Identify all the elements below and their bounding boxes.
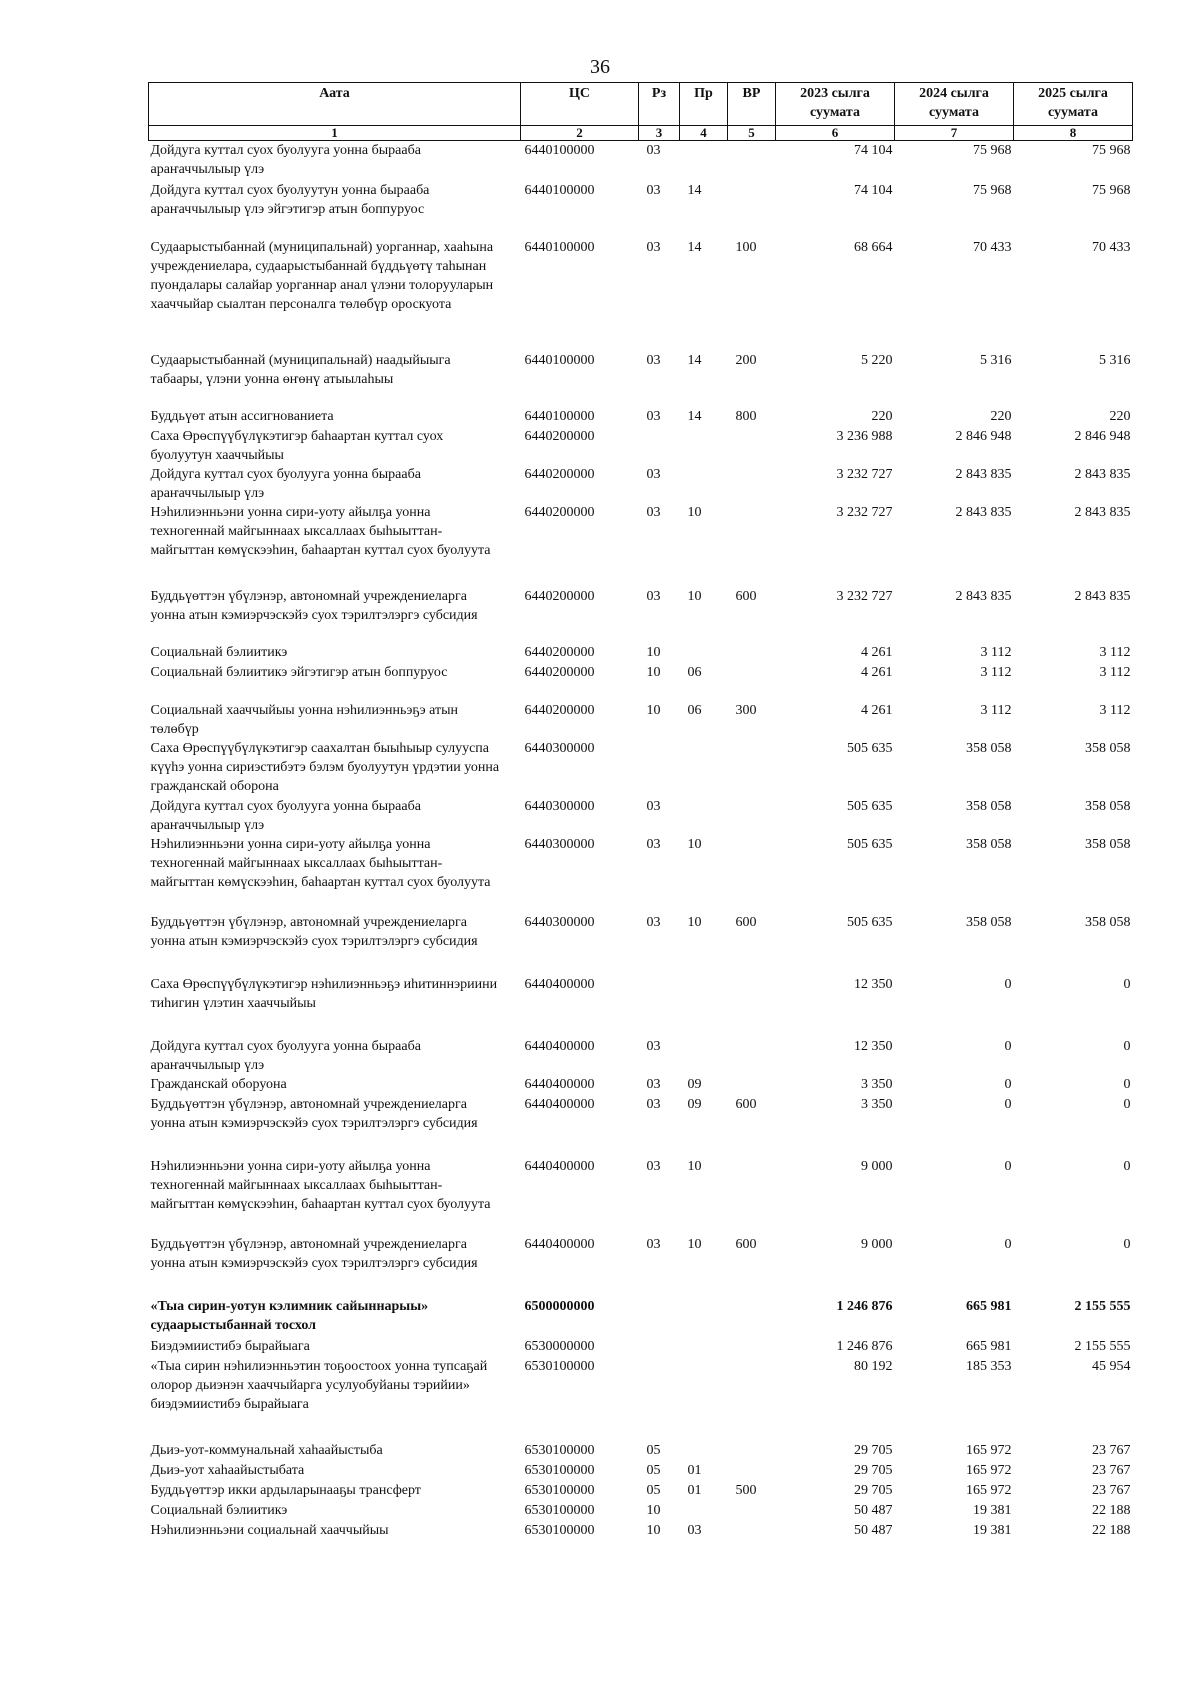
cell-cs: 6440200000 (524, 428, 595, 444)
cell-2023: 12 350 (854, 1038, 893, 1054)
cell-2025: 45 954 (1092, 1358, 1131, 1374)
cell-pr (680, 1441, 728, 1461)
cell-2023: 505 635 (847, 914, 893, 930)
cell-rz: 03 (646, 836, 661, 852)
cell-2024: 70 433 (973, 239, 1012, 255)
cell-rz: 03 (646, 798, 661, 814)
cell-rz (639, 1297, 680, 1337)
cell-pr: 14 (687, 408, 702, 424)
cell-2024: 220 (990, 408, 1012, 424)
cell-2023: 68 664 (854, 239, 893, 255)
cell-pr: 10 (687, 504, 702, 520)
cell-2024: 2 846 948 (955, 428, 1012, 444)
cell-vr: 300 (735, 702, 757, 718)
cell-2025: 2 155 555 (1074, 1338, 1131, 1354)
cell-2025: 358 058 (1085, 740, 1131, 756)
cell-vr (728, 1075, 776, 1095)
cell-cs: 6530100000 (524, 1442, 595, 1458)
table-row (149, 1481, 1133, 1501)
cell-2023: 5 220 (861, 352, 893, 368)
cell-vr (728, 975, 776, 1037)
cell-cs: 6440100000 (524, 408, 595, 424)
cell-cs: 6440100000 (524, 239, 595, 255)
cell-pr: 10 (687, 588, 702, 604)
cell-pr: 09 (687, 1096, 702, 1112)
cell-2025: 0 (1123, 1038, 1131, 1054)
cell-vr: 600 (735, 1236, 757, 1252)
cell-rz: 03 (646, 588, 661, 604)
cell-rz: 05 (646, 1462, 661, 1478)
table-row (149, 1461, 1133, 1481)
cell-vr (728, 797, 776, 835)
cell-2024: 2 843 835 (955, 466, 1012, 482)
cell-vr (728, 1297, 776, 1337)
cell-cs: 6530000000 (524, 1338, 595, 1354)
table-row (149, 465, 1133, 503)
cell-2023: 74 104 (854, 182, 893, 198)
table-row (149, 407, 1133, 427)
cell-rz (639, 739, 680, 797)
cell-vr (728, 1501, 776, 1521)
cell-cs: 6530100000 (524, 1482, 595, 1498)
cell-2024: 3 112 (980, 702, 1012, 718)
cell-2025: 22 188 (1092, 1522, 1131, 1538)
cell-vr (728, 181, 776, 238)
table-row (149, 1037, 1133, 1075)
cell-name: Социальнай хааччыйыы уонна нэһилиэнньэҕэ атын төлөбүр (150, 702, 459, 737)
table-row (149, 1521, 1133, 1541)
cell-rz (639, 975, 680, 1037)
cell-cs: 6530100000 (524, 1502, 595, 1518)
cell-2023: 80 192 (854, 1358, 893, 1374)
cell-pr (680, 975, 728, 1037)
cell-2024: 19 381 (973, 1502, 1012, 1518)
cell-pr (680, 1297, 728, 1337)
cell-2023: 505 635 (847, 798, 893, 814)
cell-2024: 0 (1004, 1158, 1012, 1174)
col-header-2024: 2024 сылга суумата (895, 83, 1014, 126)
col-number-1: 1 (149, 126, 521, 141)
cell-2024: 358 058 (966, 798, 1012, 814)
col-header-name: Аата (149, 83, 521, 126)
cell-2025: 220 (1109, 408, 1131, 424)
cell-pr: 14 (687, 182, 702, 198)
cell-2025: 22 188 (1092, 1502, 1131, 1518)
cell-name: Буддьүөт атын ассигнованиета (150, 408, 334, 424)
cell-vr (728, 141, 776, 181)
cell-2023: 74 104 (854, 143, 893, 158)
cell-name: Биэдэмиистибэ бырайыага (150, 1338, 310, 1354)
cell-name: Судаарыстыбаннай (муниципальнай) уорганнар, хааһына учреждениелара, судаарыстыбаннай бүддьүөтү таһынан пуондалары салайар уорганнар анал үлэни толорууларын хааччыйар сыалтан персоналга төлөбүр ороскуота (150, 239, 494, 312)
cell-cs: 6440100000 (524, 182, 595, 198)
cell-2025: 2 843 835 (1074, 588, 1131, 604)
cell-rz: 03 (646, 466, 661, 482)
table-row (149, 643, 1133, 663)
cell-2025: 75 968 (1092, 143, 1131, 158)
cell-2025: 2 155 555 (1074, 1298, 1131, 1314)
cell-rz (639, 427, 680, 465)
cell-vr (728, 1357, 776, 1441)
cell-2025: 75 968 (1092, 182, 1131, 198)
table-row (149, 701, 1133, 739)
cell-rz: 03 (646, 1158, 661, 1174)
cell-2024: 75 968 (973, 182, 1012, 198)
cell-rz: 03 (646, 504, 661, 520)
cell-rz: 10 (646, 702, 661, 718)
cell-vr: 800 (735, 408, 757, 424)
cell-pr (680, 427, 728, 465)
cell-vr (728, 1037, 776, 1075)
cell-pr: 03 (687, 1522, 702, 1538)
cell-cs: 6440400000 (524, 1158, 595, 1174)
cell-2024: 165 972 (966, 1482, 1012, 1498)
cell-name: Судаарыстыбаннай (муниципальнай) наадыйыыга табаары, үлэни уонна өҥөнү атыылаһыы (150, 352, 451, 387)
cell-2025: 0 (1123, 1236, 1131, 1252)
cell-rz: 03 (646, 143, 661, 158)
header-row (149, 83, 1133, 126)
cell-cs: 6440400000 (524, 1236, 595, 1252)
table-row (149, 181, 1133, 238)
cell-pr (680, 465, 728, 503)
cell-cs: 6440300000 (524, 740, 595, 756)
cell-rz (639, 1357, 680, 1441)
col-number-2: 2 (521, 126, 639, 141)
cell-2025: 358 058 (1085, 798, 1131, 814)
cell-rz: 03 (646, 914, 661, 930)
table-row (149, 238, 1133, 351)
cell-cs: 6440400000 (524, 1038, 595, 1054)
cell-name: Нэһилиэнньэни уонна сири-уоту айылҕа уонна техногеннай майгыннаах ыксаллаах быһыыттан-майгыттан көмүскээһин, баһаартан куттал суох буолуута (150, 1158, 491, 1212)
cell-2024: 3 112 (980, 644, 1012, 660)
cell-2023: 4 261 (861, 702, 893, 718)
cell-pr: 10 (687, 1158, 702, 1174)
cell-2024: 665 981 (966, 1298, 1012, 1314)
cell-name: Дьиэ-уот-коммунальнай хаһаайыстыба (150, 1442, 383, 1458)
cell-2024: 2 843 835 (955, 588, 1012, 604)
cell-2024: 0 (1004, 1076, 1012, 1092)
table-row (149, 835, 1133, 913)
cell-cs: 6440100000 (524, 352, 595, 368)
cell-2023: 50 487 (854, 1522, 893, 1538)
cell-2024: 0 (1004, 1236, 1012, 1252)
cell-2025: 23 767 (1092, 1482, 1131, 1498)
table-row (149, 1501, 1133, 1521)
table-row (149, 141, 1133, 181)
cell-name: Социальнай бэлиитикэ эйгэтигэр атын боппуруос (150, 664, 448, 680)
col-number-4: 4 (680, 126, 728, 141)
cell-name: Буддьүөттэн үбүлэнэр, автономнай учреждениеларга уонна атын кэмиэрчэскэйэ суох тэрилтэлэргэ субсидия (150, 914, 478, 949)
cell-2024: 165 972 (966, 1442, 1012, 1458)
cell-vr (728, 465, 776, 503)
table-row (149, 427, 1133, 465)
cell-name: Дойдуга куттал суох буолууга уонна бырааба араҥаччылыыр үлэ (150, 798, 421, 833)
cell-cs: 6440200000 (524, 702, 595, 718)
cell-2023: 9 000 (861, 1158, 893, 1174)
cell-2024: 358 058 (966, 740, 1012, 756)
cell-rz: 03 (646, 1076, 661, 1092)
cell-2024: 75 968 (973, 143, 1012, 158)
cell-2025: 358 058 (1085, 836, 1131, 852)
table-row (149, 351, 1133, 407)
cell-rz: 10 (646, 1502, 661, 1518)
col-header-2023: 2023 сылга суумата (776, 83, 895, 126)
cell-cs: 6500000000 (524, 1298, 595, 1314)
cell-2025: 0 (1123, 1076, 1131, 1092)
col-header-pr: Пр (680, 83, 728, 126)
col-header-2025: 2025 сылга суумата (1014, 83, 1133, 126)
cell-2024: 665 981 (966, 1338, 1012, 1354)
cell-rz: 03 (646, 1236, 661, 1252)
cell-name: Нэһилиэнньэни социальнай хааччыйыы (150, 1522, 389, 1538)
cell-name: «Тыа сирин нэһилиэнньэтин тоҕоостоох уонна тупсаҕай олорор дьиэнэн хааччыйарга усулуобуйаны тэрийии» биэдэмиистибэ бырайыага (150, 1358, 488, 1412)
cell-2025: 3 112 (1099, 644, 1131, 660)
table-row (149, 1075, 1133, 1095)
cell-rz: 03 (646, 182, 661, 198)
col-number-7: 7 (895, 126, 1014, 141)
cell-rz: 10 (646, 644, 661, 660)
cell-vr (728, 643, 776, 663)
cell-2023: 1 246 876 (836, 1298, 893, 1314)
cell-2025: 0 (1123, 976, 1131, 992)
cell-pr: 10 (687, 1236, 702, 1252)
cell-name: Нэһилиэнньэни уонна сири-уоту айылҕа уонна техногеннай майгыннаах ыксаллаах быһыыттан-майгыттан көмүскээһин, баһаартан куттал суох буолуута (150, 836, 491, 890)
page-number: 36 (590, 56, 610, 78)
cell-name: Дойдуга куттал суох буолууга уонна бырааба араҥаччылыыр үлэ (150, 143, 421, 177)
cell-2024: 0 (1004, 1096, 1012, 1112)
cell-vr (728, 1521, 776, 1541)
cell-rz (639, 1337, 680, 1357)
cell-cs: 6440200000 (524, 588, 595, 604)
table-row (149, 797, 1133, 835)
cell-vr: 200 (735, 352, 757, 368)
col-header-rz: Рз (639, 83, 680, 126)
cell-vr (728, 835, 776, 913)
cell-name: Социальнай бэлиитикэ (150, 1502, 288, 1518)
cell-2024: 0 (1004, 976, 1012, 992)
cell-vr: 500 (735, 1482, 757, 1498)
cell-pr (680, 739, 728, 797)
cell-2023: 9 000 (861, 1236, 893, 1252)
table-row (149, 975, 1133, 1037)
cell-rz: 10 (646, 664, 661, 680)
cell-2024: 2 843 835 (955, 504, 1012, 520)
cell-2023: 3 236 988 (836, 428, 893, 444)
cell-name: Дьиэ-уот хаһаайыстыбата (150, 1462, 305, 1478)
cell-pr (680, 1357, 728, 1441)
cell-cs: 6440400000 (524, 1096, 595, 1112)
cell-pr: 09 (687, 1076, 702, 1092)
col-number-3: 3 (639, 126, 680, 141)
cell-cs: 6440400000 (524, 976, 595, 992)
table-row (149, 1157, 1133, 1235)
column-number-row (149, 126, 1133, 141)
cell-name: Саха Өрөспүүбүлүкэтигэр нэһилиэнньэҕэ иһитиннэриини тиһигин үлэтин хааччыйыы (150, 976, 498, 1011)
cell-2023: 29 705 (854, 1482, 893, 1498)
cell-2023: 29 705 (854, 1442, 893, 1458)
cell-vr: 600 (735, 588, 757, 604)
cell-cs: 6440200000 (524, 644, 595, 660)
cell-cs: 6440200000 (524, 504, 595, 520)
cell-rz: 03 (646, 352, 661, 368)
cell-pr (680, 141, 728, 181)
cell-2024: 5 316 (980, 352, 1012, 368)
cell-2023: 3 232 727 (836, 466, 893, 482)
cell-vr (728, 1157, 776, 1235)
budget-table (148, 82, 1133, 1541)
cell-2025: 23 767 (1092, 1442, 1131, 1458)
cell-name: Буддьүөттэн үбүлэнэр, автономнай учреждениеларга уонна атын кэмиэрчэскэйэ суох тэрилтэлэргэ субсидия (150, 1236, 478, 1271)
cell-2023: 3 232 727 (836, 504, 893, 520)
cell-name: Буддьүөттэр икки ардыларынааҕы трансферт (150, 1482, 421, 1498)
table-row (149, 1235, 1133, 1297)
table-row (149, 1297, 1133, 1337)
cell-cs: 6440200000 (524, 664, 595, 680)
cell-2025: 70 433 (1092, 239, 1131, 255)
cell-rz: 03 (646, 1096, 661, 1112)
cell-pr (680, 643, 728, 663)
cell-name: Дойдуга куттал суох буолууга уонна бырааба араҥаччылыыр үлэ (150, 466, 421, 501)
cell-2025: 23 767 (1092, 1462, 1131, 1478)
cell-2024: 358 058 (966, 836, 1012, 852)
cell-vr: 100 (735, 239, 757, 255)
cell-vr (728, 427, 776, 465)
cell-cs: 6440300000 (524, 798, 595, 814)
cell-rz: 03 (646, 1038, 661, 1054)
cell-2024: 0 (1004, 1038, 1012, 1054)
cell-name: Саха Өрөспүүбүлүкэтигэр саахалтан быыһыыр сулууспа күүһэ уонна сириэстибэтэ бэлэм буолуутун үрдэтии уонна гражданскай оборона (150, 740, 500, 794)
cell-name: «Тыа сирин-уотун кэлимник сайыннарыы» судаарыстыбаннай тосхол (150, 1298, 429, 1333)
cell-2025: 5 316 (1099, 352, 1131, 368)
table-row (149, 1441, 1133, 1461)
cell-pr: 10 (687, 914, 702, 930)
table-row (149, 913, 1133, 975)
cell-name: Дойдуга куттал суох буолууга уонна бырааба араҥаччылыыр үлэ (150, 1038, 421, 1073)
cell-2023: 4 261 (861, 644, 893, 660)
cell-name: Буддьүөттэн үбүлэнэр, автономнай учреждениеларга уонна атын кэмиэрчэскэйэ суох тэрилтэлэргэ субсидия (150, 1096, 478, 1131)
cell-cs: 6530100000 (524, 1462, 595, 1478)
cell-rz: 05 (646, 1482, 661, 1498)
cell-pr (680, 1337, 728, 1357)
cell-2023: 1 246 876 (836, 1338, 893, 1354)
col-number-8: 8 (1014, 126, 1133, 141)
cell-2023: 50 487 (854, 1502, 893, 1518)
cell-name: Гражданскай оборуона (150, 1076, 287, 1092)
cell-vr (728, 1461, 776, 1481)
cell-pr: 14 (687, 239, 702, 255)
cell-pr (680, 1037, 728, 1075)
cell-2025: 0 (1123, 1158, 1131, 1174)
cell-2023: 505 635 (847, 740, 893, 756)
cell-cs: 6440400000 (524, 1076, 595, 1092)
cell-vr: 600 (735, 1096, 757, 1112)
cell-2024: 185 353 (966, 1358, 1012, 1374)
cell-cs: 6440100000 (524, 143, 595, 158)
cell-2023: 3 350 (861, 1076, 893, 1092)
cell-rz: 10 (646, 1522, 661, 1538)
cell-2023: 29 705 (854, 1462, 893, 1478)
cell-vr (728, 1441, 776, 1461)
cell-pr: 06 (687, 664, 702, 680)
cell-2025: 3 112 (1099, 664, 1131, 680)
cell-2024: 3 112 (980, 664, 1012, 680)
cell-vr (728, 1337, 776, 1357)
cell-name: Саха Өрөспүүбүлүкэтигэр баһаартан куттал суох буолуутун хааччыйыы (150, 428, 444, 463)
col-number-6: 6 (776, 126, 895, 141)
cell-cs: 6440300000 (524, 914, 595, 930)
cell-rz: 03 (646, 239, 661, 255)
cell-pr: 14 (687, 352, 702, 368)
cell-2025: 2 846 948 (1074, 428, 1131, 444)
cell-pr: 10 (687, 836, 702, 852)
cell-2023: 220 (871, 408, 893, 424)
cell-cs: 6440200000 (524, 466, 595, 482)
cell-2025: 2 843 835 (1074, 504, 1131, 520)
cell-2023: 4 261 (861, 664, 893, 680)
cell-2023: 3 350 (861, 1096, 893, 1112)
cell-pr: 01 (687, 1462, 702, 1478)
cell-vr (728, 739, 776, 797)
table-row (149, 1337, 1133, 1357)
cell-2024: 358 058 (966, 914, 1012, 930)
cell-name: Нэһилиэнньэни уонна сири-уоту айылҕа уонна техногеннай майгыннаах ыксаллаах быһыыттан-майгыттан көмүскээһин, баһаартан куттал суох буолуута (150, 504, 491, 558)
cell-2024: 19 381 (973, 1522, 1012, 1538)
cell-rz: 03 (646, 408, 661, 424)
cell-2023: 3 232 727 (836, 588, 893, 604)
col-header-cs: ЦС (521, 83, 639, 126)
cell-2024: 165 972 (966, 1462, 1012, 1478)
cell-pr: 01 (687, 1482, 702, 1498)
cell-2023: 505 635 (847, 836, 893, 852)
cell-name: Буддьүөттэн үбүлэнэр, автономнай учреждениеларга уонна атын кэмиэрчэскэйэ суох тэрилтэлэргэ субсидия (150, 588, 478, 623)
cell-vr (728, 503, 776, 587)
cell-cs: 6440300000 (524, 836, 595, 852)
cell-vr (728, 663, 776, 701)
table-row (149, 587, 1133, 643)
col-number-5: 5 (728, 126, 776, 141)
table-row (149, 1357, 1133, 1441)
cell-2025: 358 058 (1085, 914, 1131, 930)
cell-name: Дойдуга куттал суох буолуутун уонна бырааба араҥаччылыыр үлэ эйгэтигэр атын боппуруос (150, 182, 430, 217)
cell-cs: 6530100000 (524, 1522, 595, 1538)
table-row (149, 739, 1133, 797)
cell-pr: 06 (687, 702, 702, 718)
cell-2025: 0 (1123, 1096, 1131, 1112)
cell-2023: 12 350 (854, 976, 893, 992)
cell-name: Социальнай бэлиитикэ (150, 644, 288, 660)
table-body (149, 141, 1133, 1541)
col-header-vr: ВР (728, 83, 776, 126)
cell-vr: 600 (735, 914, 757, 930)
table-row (149, 1095, 1133, 1157)
cell-pr (680, 1501, 728, 1521)
cell-rz: 05 (646, 1442, 661, 1458)
cell-cs: 6530100000 (524, 1358, 595, 1374)
cell-2025: 2 843 835 (1074, 466, 1131, 482)
cell-pr (680, 797, 728, 835)
table-row (149, 663, 1133, 701)
cell-2025: 3 112 (1099, 702, 1131, 718)
table-row (149, 503, 1133, 587)
